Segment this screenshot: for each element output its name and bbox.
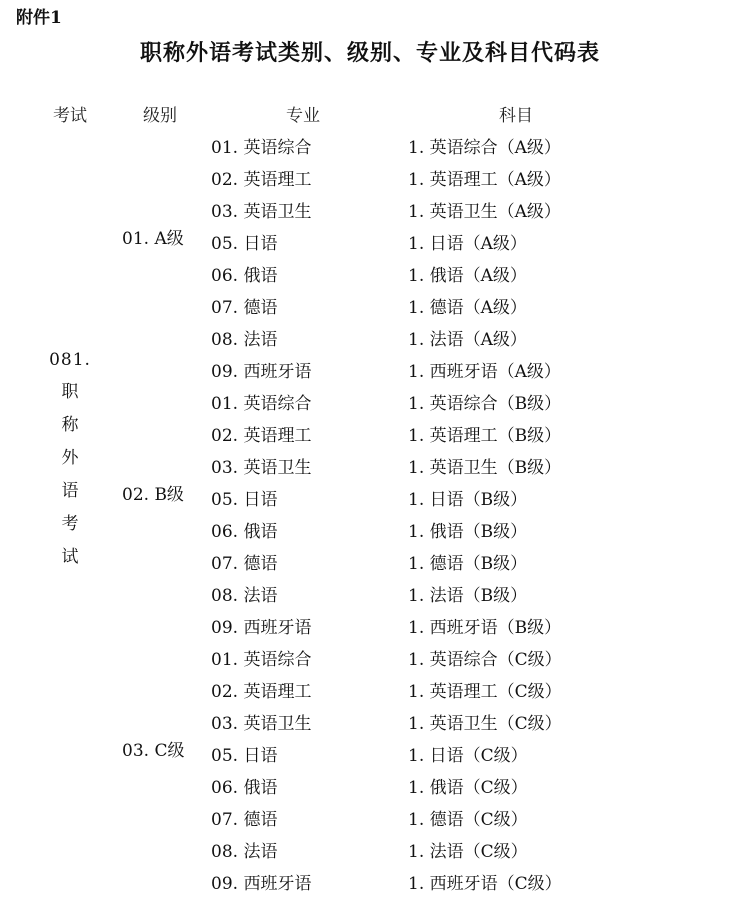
major-cell: 02. 英语理工 (211, 170, 312, 190)
major-cell: 08. 法语 (211, 586, 278, 606)
subject-cell: 1. 英语卫生（B级） (408, 458, 562, 478)
table-row (0, 452, 740, 484)
subject-cell: 1. 英语卫生（C级） (408, 714, 562, 734)
level-label: 02. B级 (122, 485, 184, 505)
subject-cell: 1. 法语（C级） (408, 842, 528, 862)
major-cell: 02. 英语理工 (211, 426, 312, 446)
major-cell: 09. 西班牙语 (211, 618, 312, 638)
page-title: 职称外语考试类别、级别、专业及科目代码表 (139, 40, 600, 66)
subject-cell: 1. 日语（A级） (408, 234, 527, 254)
table-row (0, 196, 740, 228)
subject-cell: 1. 德语（B级） (408, 554, 528, 574)
table-row (0, 260, 740, 292)
table-row (0, 612, 740, 644)
table-row (0, 324, 740, 356)
subject-cell: 1. 德语（C级） (408, 810, 528, 830)
major-cell: 07. 德语 (211, 298, 278, 318)
major-cell: 07. 德语 (211, 554, 278, 574)
major-cell: 03. 英语卫生 (211, 714, 312, 734)
table-row (0, 740, 740, 772)
subject-cell: 1. 俄语（A级） (408, 266, 527, 286)
exam-name-char: 语 (61, 481, 79, 501)
major-cell: 06. 俄语 (211, 266, 278, 286)
table-row (0, 516, 740, 548)
subject-cell: 1. 西班牙语（A级） (408, 362, 561, 382)
major-cell: 09. 西班牙语 (211, 362, 312, 382)
table-row (0, 164, 740, 196)
major-cell: 01. 英语综合 (211, 650, 312, 670)
header-level: 级别 (143, 106, 177, 126)
major-cell: 01. 英语综合 (211, 394, 312, 414)
subject-cell: 1. 英语理工（B级） (408, 426, 562, 446)
major-cell: 03. 英语卫生 (211, 202, 312, 222)
major-cell: 05. 日语 (211, 746, 278, 766)
subject-cell: 1. 西班牙语（C级） (408, 874, 562, 894)
subject-cell: 1. 法语（B级） (408, 586, 528, 606)
major-cell: 06. 俄语 (211, 778, 278, 798)
major-cell: 05. 日语 (211, 490, 278, 510)
attachment-label: 附件1 (16, 8, 62, 28)
exam-code: 081. (49, 350, 91, 370)
subject-cell: 1. 英语综合（A级） (408, 138, 561, 158)
table-row (0, 868, 740, 900)
table-row (0, 548, 740, 580)
major-cell: 08. 法语 (211, 842, 278, 862)
exam-name-char: 称 (61, 415, 79, 435)
header-subject: 科目 (499, 106, 533, 126)
exam-name-char: 试 (61, 547, 79, 567)
major-cell: 07. 德语 (211, 810, 278, 830)
subject-cell: 1. 法语（A级） (408, 330, 527, 350)
table-row (0, 228, 740, 260)
table-row (0, 388, 740, 420)
table-row (0, 132, 740, 164)
table-row (0, 708, 740, 740)
major-cell: 06. 俄语 (211, 522, 278, 542)
table-row (0, 676, 740, 708)
subject-cell: 1. 英语综合（B级） (408, 394, 562, 414)
header-major: 专业 (286, 106, 320, 126)
table-row (0, 420, 740, 452)
subject-cell: 1. 德语（A级） (408, 298, 527, 318)
level-label: 03. C级 (122, 741, 185, 761)
subject-cell: 1. 俄语（C级） (408, 778, 528, 798)
subject-cell: 1. 英语理工（A级） (408, 170, 561, 190)
subject-cell: 1. 日语（B级） (408, 490, 528, 510)
major-cell: 08. 法语 (211, 330, 278, 350)
subject-cell: 1. 西班牙语（B级） (408, 618, 562, 638)
table-row (0, 484, 740, 516)
major-cell: 03. 英语卫生 (211, 458, 312, 478)
subject-cell: 1. 英语理工（C级） (408, 682, 562, 702)
subject-cell: 1. 日语（C级） (408, 746, 528, 766)
major-cell: 01. 英语综合 (211, 138, 312, 158)
table-row (0, 580, 740, 612)
major-cell: 09. 西班牙语 (211, 874, 312, 894)
table-row (0, 644, 740, 676)
major-cell: 05. 日语 (211, 234, 278, 254)
major-cell: 02. 英语理工 (211, 682, 312, 702)
table-row (0, 356, 740, 388)
exam-name-char: 职 (61, 382, 79, 402)
table-row (0, 772, 740, 804)
exam-name-char: 外 (61, 448, 79, 468)
table-row (0, 836, 740, 868)
table-row (0, 804, 740, 836)
header-exam: 考试 (53, 106, 87, 126)
subject-cell: 1. 英语综合（C级） (408, 650, 562, 670)
subject-cell: 1. 俄语（B级） (408, 522, 528, 542)
subject-cell: 1. 英语卫生（A级） (408, 202, 561, 222)
table-row (0, 292, 740, 324)
level-label: 01. A级 (122, 229, 184, 249)
exam-name-char: 考 (61, 514, 79, 534)
